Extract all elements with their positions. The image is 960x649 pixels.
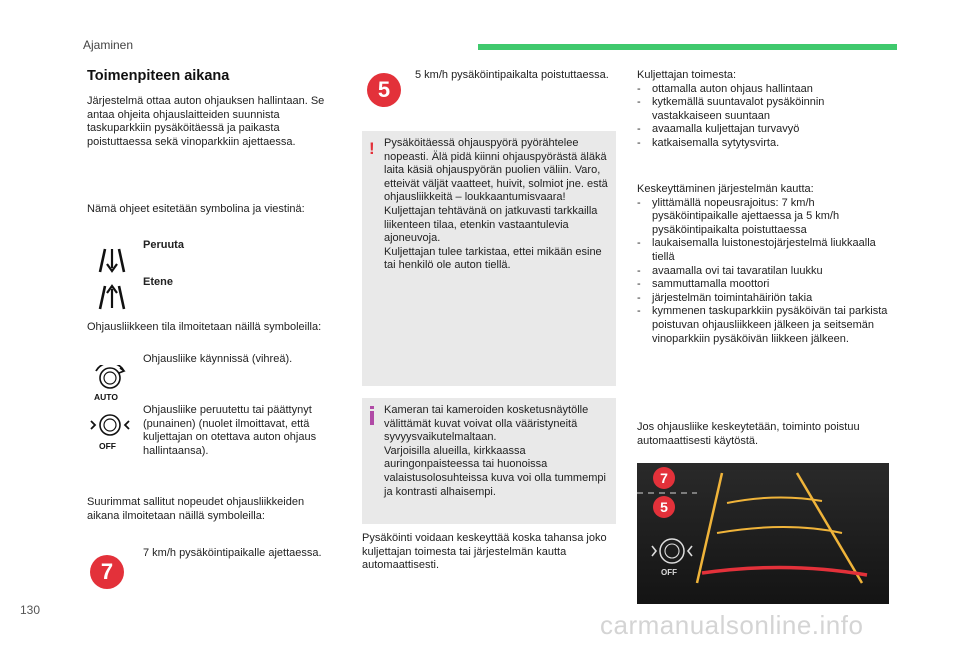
closing-paragraph: Jos ohjausliike keskeytetään, toiminto poistuu automaattisesti käytöstä. <box>637 421 860 447</box>
reverse-arrow-icon <box>92 245 132 275</box>
list-item: - kytkemällä suuntavalot pysäköinnin vastakkaiseen suuntaan <box>637 96 897 123</box>
list-item: - sammuttamalla moottori <box>637 278 897 292</box>
speed-7-badge: 7 <box>90 555 124 589</box>
section-header: Ajaminen <box>83 38 134 52</box>
list-item: - avaamalla ovi tai tavaratilan luukku <box>637 265 897 279</box>
header-accent-bar <box>478 44 897 50</box>
system-title: Keskeyttäminen järjestelmän kautta: <box>637 183 814 195</box>
page-title: Toimenpiteen aikana <box>87 68 230 84</box>
off-desc: Ohjausliike peruutettu tai päättynyt (punainen) (nuolet ilmoittavat, että kuljettajan on otettava auton ohjaus hallintaansa). <box>143 404 317 457</box>
list-item: - järjestelmän toimintahäiriön takia <box>637 292 897 306</box>
cancel-paragraph: Pysäköinti voidaan keskeyttää koska tahansa joko kuljettajan toimesta tai järjestelmän kautta automaattisesti. <box>362 532 607 572</box>
list-item: - avaamalla kuljettajan turvavyö <box>637 123 897 137</box>
driver-list <box>637 83 897 151</box>
intro-paragraph: Järjestelmä ottaa auton ohjauksen hallintaan. Se antaa ohjeita ohjauslaitteiden suunnista taskuparkkiin pysäköitäessä ja paikasta poistuttaessa sekä vinoparkkiin ajettaessa. <box>87 95 325 148</box>
list-item: - ottamalla auton ohjaus hallintaan <box>637 83 897 97</box>
system-section <box>637 183 897 346</box>
info-text: Kameran tai kameroiden kosketusnäytölle välittämät kuvat voivat olla vääristyneitä syvyysvaikutelmaltaan. Varjoisilla alueilla, kirkkaassa auringonpaisteessa tai huonoissa valaistusolosuhteissa kuva voi olla tummempi ja kontrasti alhaisempi. <box>384 404 606 498</box>
page-number: 130 <box>20 603 41 617</box>
parking-camera-image <box>637 463 889 604</box>
forward-label: Etene <box>143 276 173 288</box>
symbols-intro: Nämä ohjeet esitetään symbolina ja viestinä: <box>87 203 305 215</box>
camera-off-label: OFF <box>661 568 677 577</box>
speed-intro: Suurimmat sallitut nopeudet ohjausliikkeiden aikana ilmoitetaan näillä symboleilla: <box>87 496 305 522</box>
speed-5-desc: 5 km/h pysäköintipaikalta poistuttaessa. <box>415 69 609 81</box>
info-icon <box>370 411 374 425</box>
warning-text: Pysäköitäessä ohjauspyörä pyörähtelee nopeasti. Älä pidä kiinni ohjauspyörästä äläkä laita käsiä ohjauspyörän puolien väliin. Varo, etteivät väljät vaatteet, huivit, solmiot jne. estä ohjausliikkeitä – loukkaantumisvaara! Kuljettajan tehtävänä on jatkuvasti tarkkailla liikenteen tilaa, etenkin vastaantulevia ajoneuvoja. Kuljettajan tulee tarkistaa, ettei mikään esine tai henkilö ole auton tiellä. <box>384 137 608 272</box>
state-intro: Ohjausliikkeen tila ilmoitetaan näillä symboleilla: <box>87 321 322 333</box>
system-list <box>637 197 897 347</box>
list-item: - katkaisemalla sytytysvirta. <box>637 137 897 151</box>
camera-speed-5-badge: 5 <box>653 496 675 518</box>
list-item: - ylittämällä nopeusrajoitus: 7 km/h pysäköintipaikalle ajettaessa ja 5 km/h pysäköintipaikalta poistuttaessa <box>637 197 897 238</box>
info-icon-dot <box>370 406 374 409</box>
watermark: carmanualsonline.info <box>600 610 864 640</box>
speed-5-badge: 5 <box>367 73 401 107</box>
driver-section <box>637 69 897 151</box>
speed-7-desc: 7 km/h pysäköintipaikalle ajettaessa. <box>143 547 322 559</box>
list-item: - kymmenen taskuparkkiin pysäköivän tai parkista poistuvan ohjausliikkeen jälkeen ja seitsemän vinoparkkiin pysäköivän liikkeen jälkeen. <box>637 305 897 346</box>
auto-desc: Ohjausliike käynnissä (vihreä). <box>143 353 293 365</box>
camera-speed-7-badge: 7 <box>653 467 675 489</box>
steering-off-icon <box>88 412 132 442</box>
driver-title: Kuljettajan toimesta: <box>637 69 737 81</box>
list-item: - laukaisemalla luistonestojärjestelmä liukkaalla tiellä <box>637 237 897 264</box>
reverse-label: Peruuta <box>143 239 184 251</box>
auto-icon-label: AUTO <box>94 392 118 402</box>
warning-icon: ! <box>369 139 375 158</box>
off-icon-label: OFF <box>99 441 116 451</box>
forward-arrow-icon <box>92 282 132 312</box>
